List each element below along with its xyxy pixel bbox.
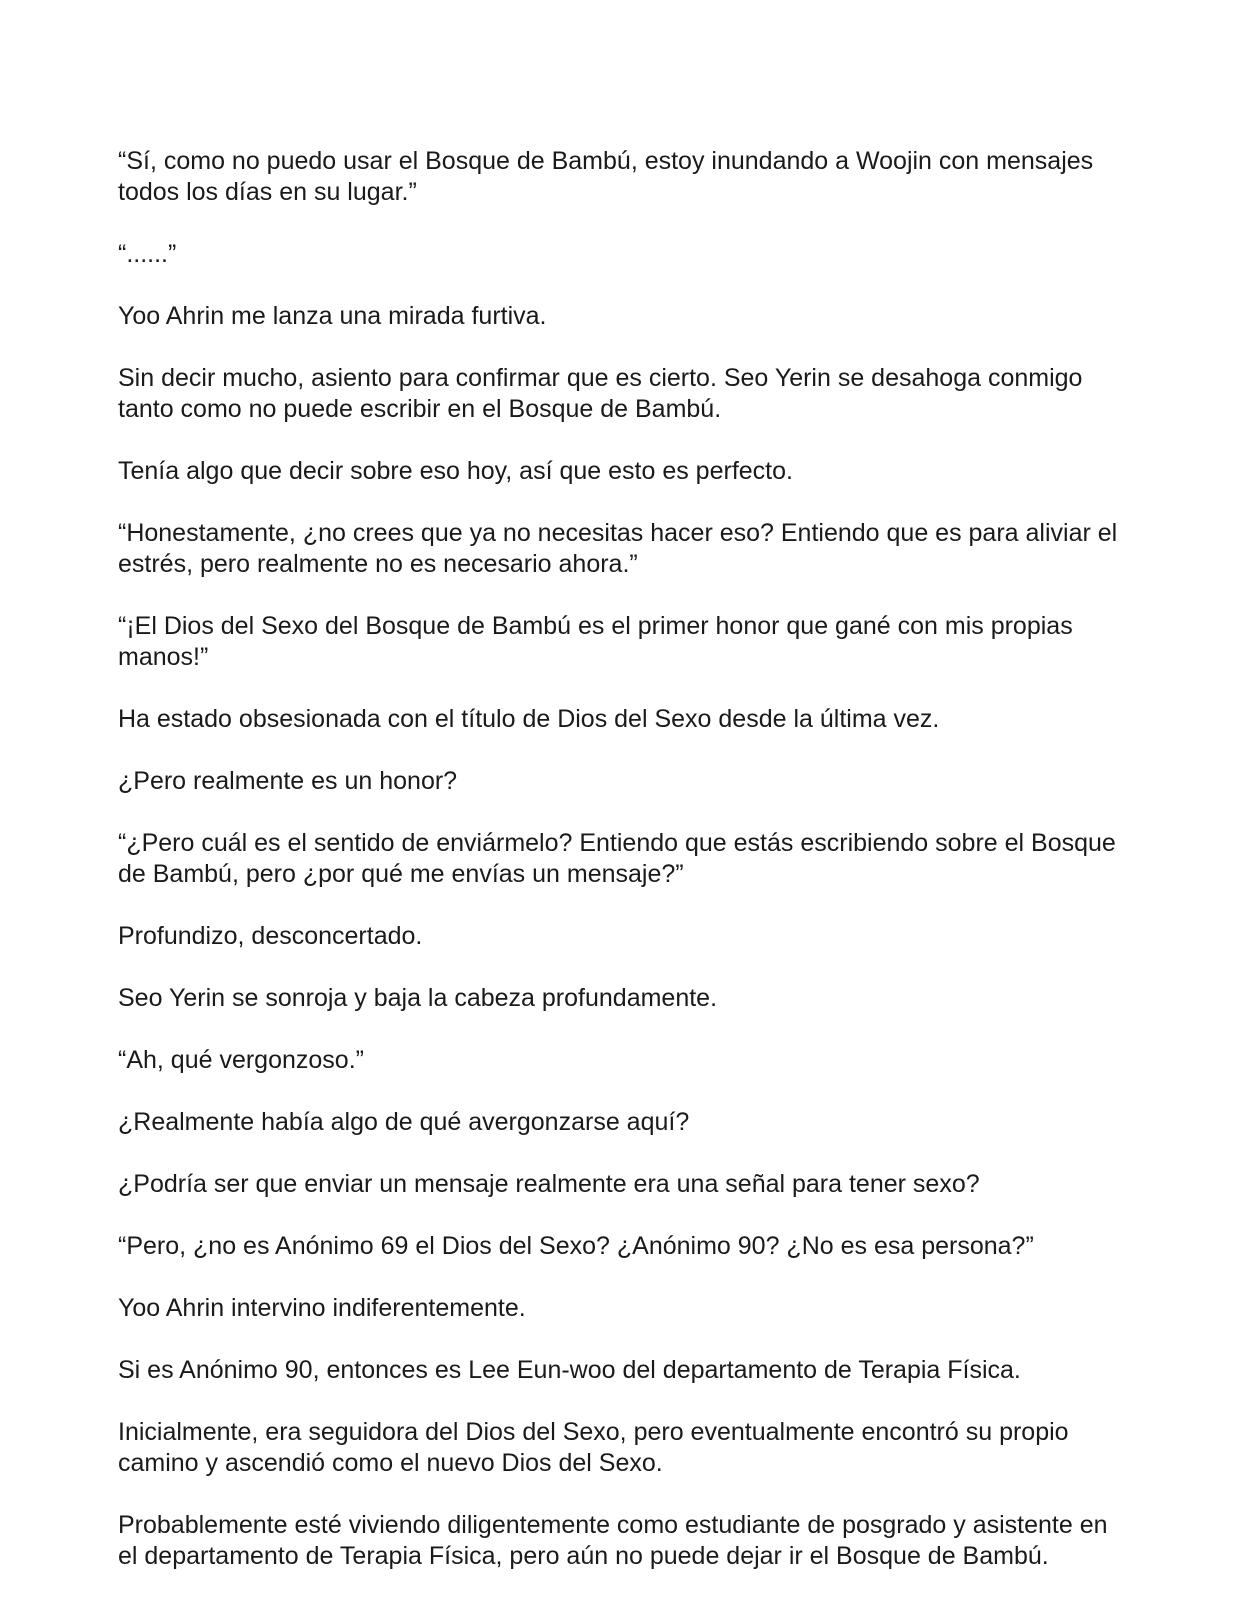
paragraph-2: “......” xyxy=(118,240,177,268)
paragraph-12: Seo Yerin se sonroja y baja la cabeza profundamente. xyxy=(118,984,718,1012)
paragraph-18: Si es Anónimo 90, entonces es Lee Eun-woo del departamento de Terapia Física. xyxy=(118,1356,1021,1384)
paragraph-14: ¿Realmente había algo de qué avergonzarse aquí? xyxy=(118,1108,690,1136)
paragraph-10: “¿Pero cuál es el sentido de enviármelo? Entiendo que estás escribiendo sobre el Bosque de Bambú, pero ¿por qué me envías un mensaje?” xyxy=(118,829,1116,888)
paragraph-1: “Sí, como no puedo usar el Bosque de Bambú, estoy inundando a Woojin con mensajes todos los días en su lugar.” xyxy=(118,147,1094,206)
paragraph-8: Ha estado obsesionada con el título de Dios del Sexo desde la última vez. xyxy=(118,705,940,733)
paragraph-19: Inicialmente, era seguidora del Dios del Sexo, pero eventualmente encontró su propio camino y ascendió como el nuevo Dios del Sexo. xyxy=(118,1418,1069,1477)
paragraph-15: ¿Podría ser que enviar un mensaje realmente era una señal para tener sexo? xyxy=(118,1170,980,1198)
paragraph-7: “¡El Dios del Sexo del Bosque de Bambú es el primer honor que gané con mis propias manos!” xyxy=(118,612,1073,671)
paragraph-4: Sin decir mucho, asiento para confirmar que es cierto. Seo Yerin se desahoga conmigo tanto como no puede escribir en el Bosque de Bambú. xyxy=(118,364,1083,423)
paragraph-20: Probablemente esté viviendo diligentemente como estudiante de posgrado y asistente en el departamento de Terapia Física, pero aún no puede dejar ir el Bosque de Bambú. xyxy=(118,1511,1108,1570)
paragraph-16: “Pero, ¿no es Anónimo 69 el Dios del Sexo? ¿Anónimo 90? ¿No es esa persona?” xyxy=(118,1232,1034,1260)
paragraph-9: ¿Pero realmente es un honor? xyxy=(118,767,458,795)
paragraph-6: “Honestamente, ¿no crees que ya no necesitas hacer eso? Entiendo que es para aliviar el estrés, pero realmente no es necesario ahora.” xyxy=(118,519,1118,578)
paragraph-13: “Ah, qué vergonzoso.” xyxy=(118,1046,364,1074)
document-body xyxy=(118,146,1128,1603)
paragraph-11: Profundizo, desconcertado. xyxy=(118,922,423,950)
paragraph-17: Yoo Ahrin intervino indiferentemente. xyxy=(118,1294,526,1322)
paragraph-5: Tenía algo que decir sobre eso hoy, así que esto es perfecto. xyxy=(118,457,793,485)
paragraph-3: Yoo Ahrin me lanza una mirada furtiva. xyxy=(118,302,547,330)
